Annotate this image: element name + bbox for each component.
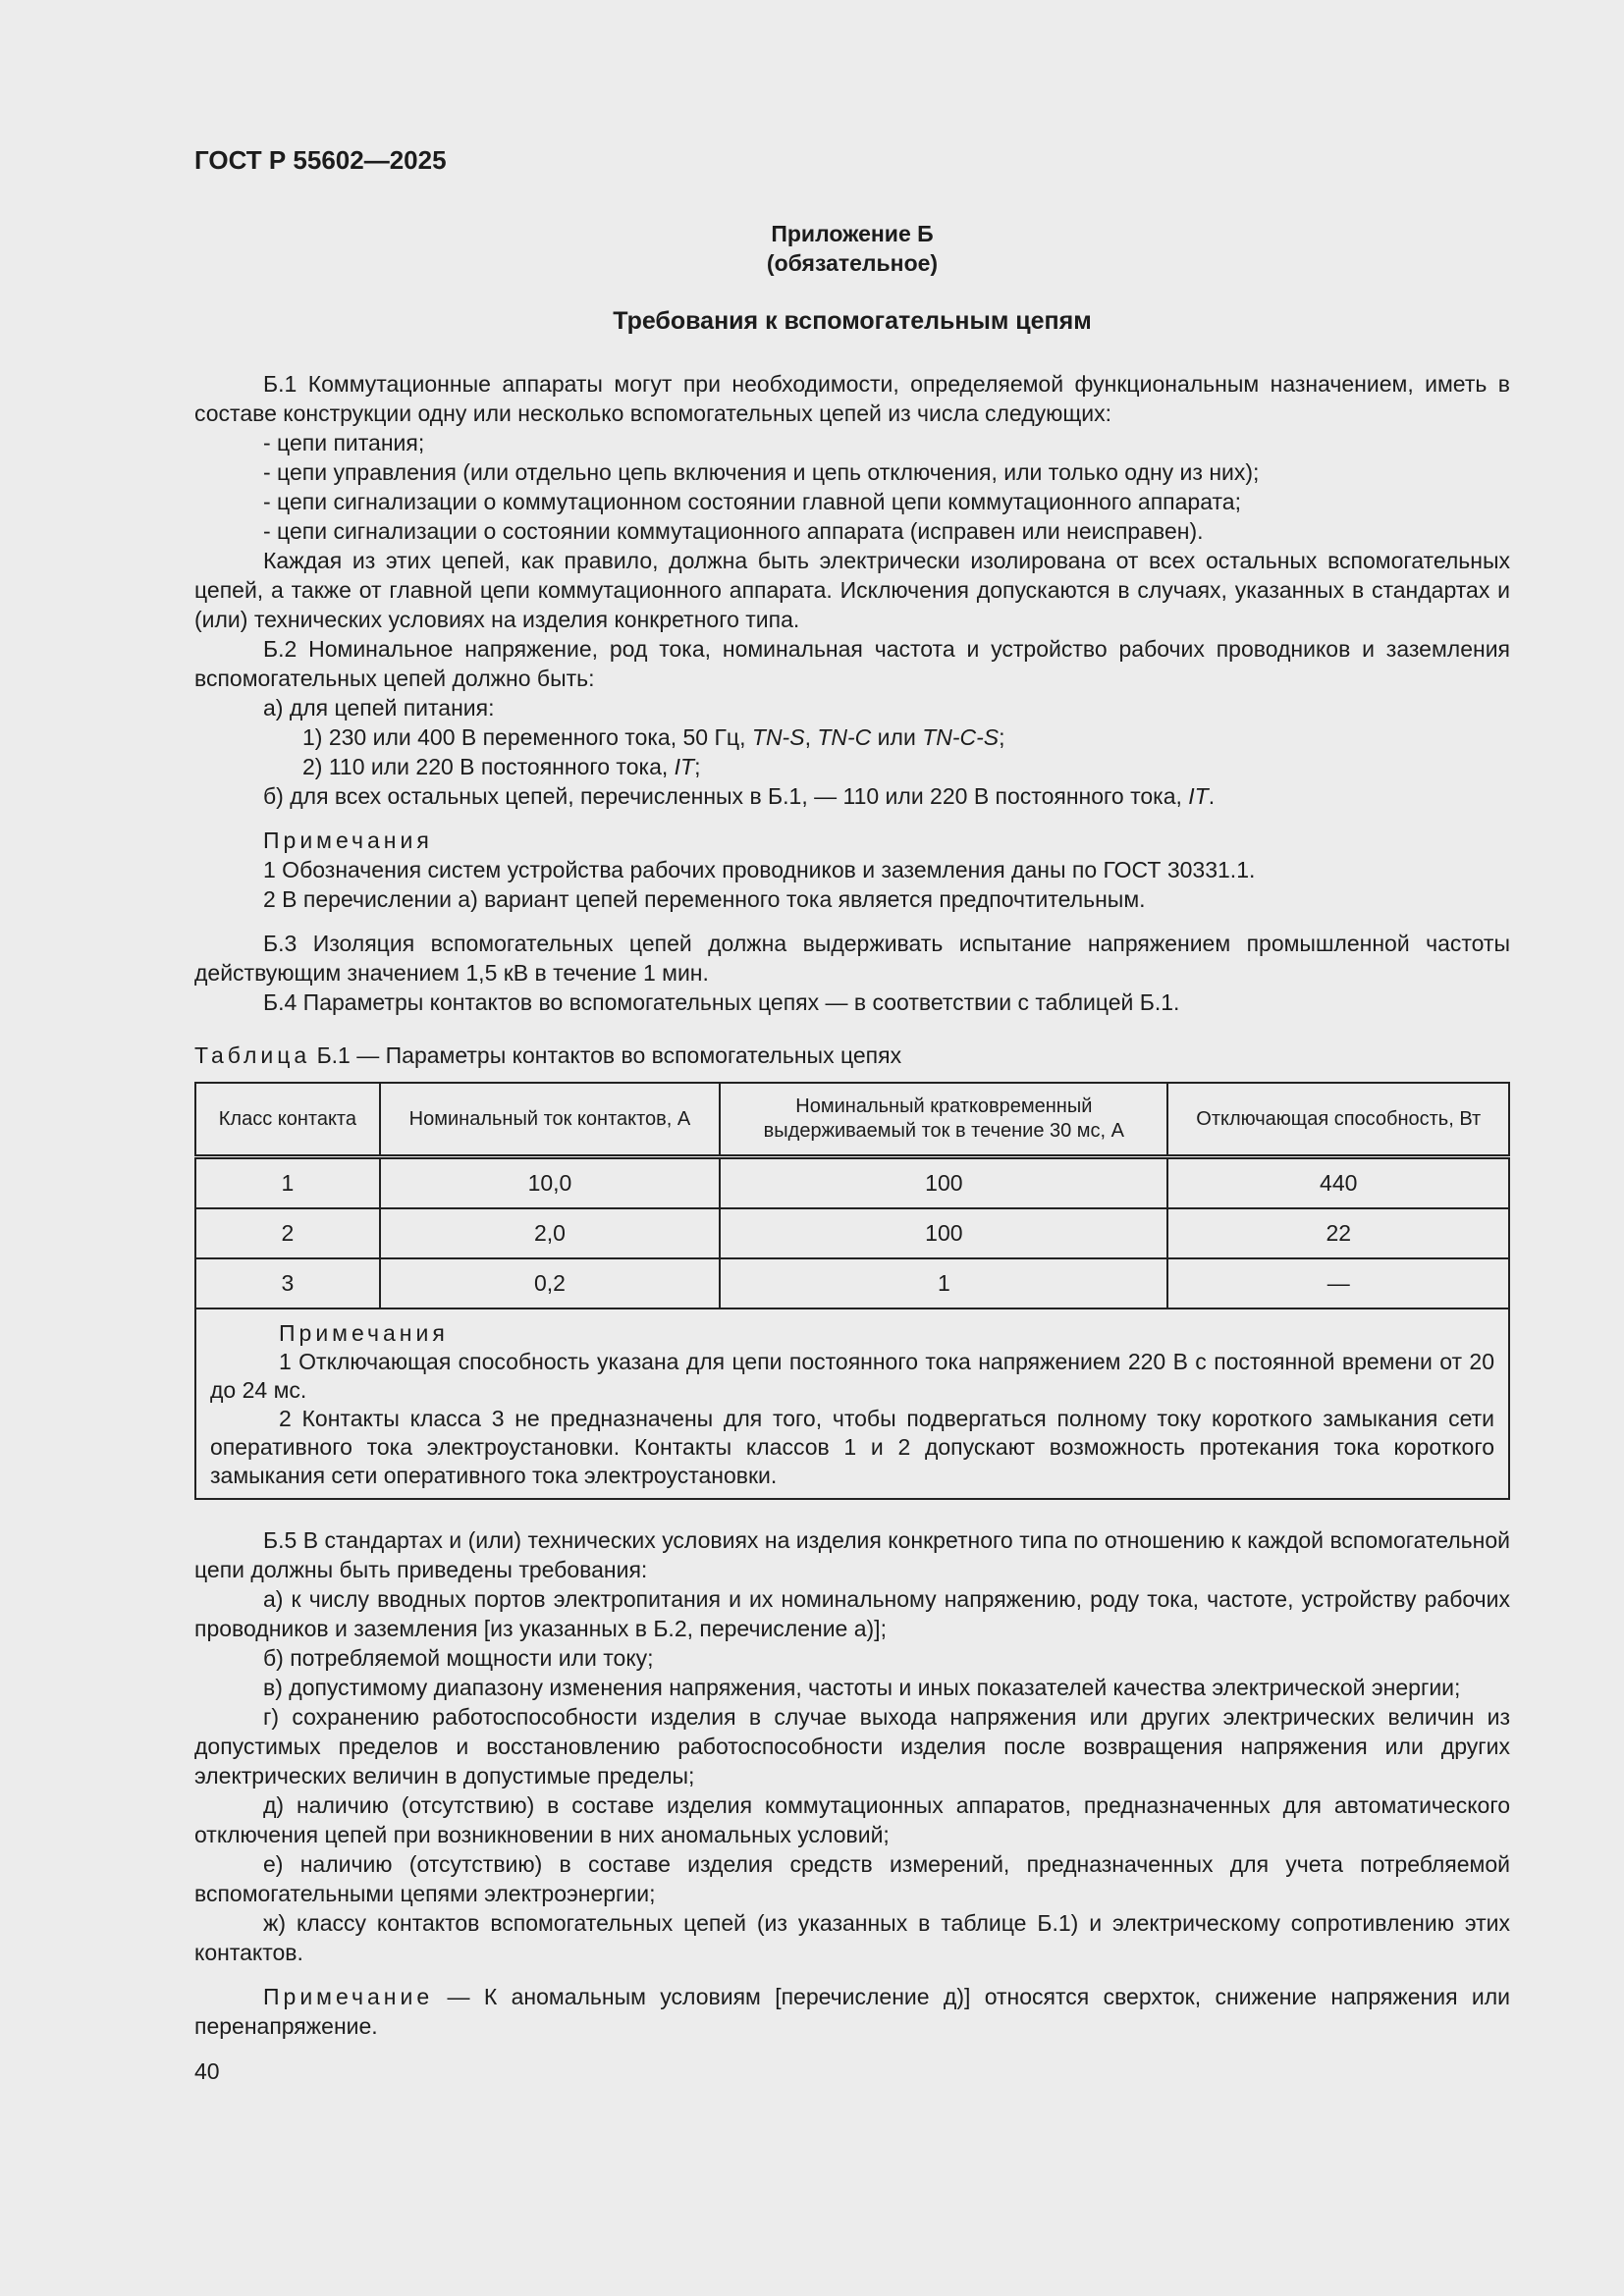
separator: ;: [999, 724, 1005, 750]
separator: ,: [804, 724, 818, 750]
earthing-system: TN-S: [751, 724, 805, 750]
table-cell: 2: [195, 1208, 380, 1258]
table-caption-label: Таблица: [194, 1042, 311, 1068]
separator: .: [1208, 783, 1216, 809]
table-row: [195, 1258, 1509, 1308]
note-item: 1 Отключающая способность указана для цепи постоянного тока напряжением 220 В с постоянной времени от 20 до 24 мс.: [210, 1349, 1494, 1403]
column-header: Номинальный ток контактов, А: [380, 1083, 720, 1157]
list-item: - цепи питания;: [263, 430, 425, 455]
document-id: ГОСТ Р 55602—2025: [194, 145, 447, 175]
final-note: [194, 1982, 1510, 2041]
clause-b2-item-a1: [194, 722, 1510, 752]
section-title: Требования к вспомогательным цепям: [613, 307, 1092, 335]
annex-title: Приложение Б: [771, 221, 934, 246]
list-item: - цепи сигнализации о состоянии коммутационного аппарата (исправен или неисправен).: [263, 518, 1204, 544]
table-cell: 1: [720, 1258, 1167, 1308]
table-cell: 0,2: [380, 1258, 720, 1308]
earthing-system: TN-C: [817, 724, 872, 750]
earthing-system: IT: [674, 754, 695, 779]
column-header: Отключающая способность, Вт: [1167, 1083, 1509, 1157]
notes-heading: Примечания: [279, 1320, 449, 1346]
table-cell: —: [1167, 1258, 1509, 1308]
table-cell: 2,0: [380, 1208, 720, 1258]
table-cell: 1: [195, 1157, 380, 1209]
clause-b2-intro: Б.2 Номинальное напряжение, род тока, номинальная частота и устройство рабочих проводников и заземления вспомогательных цепей должно быть:: [194, 636, 1510, 691]
separator: ;: [694, 754, 701, 779]
clause-b1-intro: Б.1 Коммутационные аппараты могут при необходимости, определяемой функциональным назначением, иметь в составе конструкции одну или несколько вспомогательных цепей из числа следующих:: [194, 371, 1510, 426]
final-note-label: Примечание: [263, 1984, 434, 2009]
table-cell: 100: [720, 1157, 1167, 1209]
table-cell: 10,0: [380, 1157, 720, 1209]
annex-status: (обязательное): [766, 250, 939, 276]
clause-b2-item-b: [194, 781, 1510, 811]
earthing-system: IT: [1188, 783, 1209, 809]
clause-b2-item-a2: [194, 752, 1510, 781]
list-item: б) потребляемой мощности или току;: [263, 1645, 654, 1671]
final-note-text: — К аномальным условиям [перечисление д)] относятся сверхток, снижение напряжения или перенапряжение.: [194, 1984, 1510, 2039]
table-notes: [195, 1308, 1509, 1499]
column-header: Класс контакта: [195, 1083, 380, 1157]
clause-b1-closing: Каждая из этих цепей, как правило, должна быть электрически изолирована от всех остальных вспомогательных цепей, а также от главной цепи коммутационного аппарата. Исключения допускаются в случаях, указанных в стандартах и (или) технических условиях на изделия конкретного типа.: [194, 548, 1510, 632]
column-header: Номинальный кратковременный выдерживаемый ток в течение 30 мс, А: [720, 1083, 1167, 1157]
document-page: [194, 145, 1510, 2085]
list-item: - цепи сигнализации о коммутационном состоянии главной цепи коммутационного аппарата;: [263, 489, 1241, 514]
separator: или: [871, 724, 923, 750]
clause-b2-item-a: а) для цепей питания:: [263, 695, 495, 721]
table-cell: 3: [195, 1258, 380, 1308]
clause-b5-intro: Б.5 В стандартах и (или) технических условиях на изделия конкретного типа по отношению к каждой вспомогательной цепи должны быть приведены требования:: [194, 1527, 1510, 1582]
note-item: 2 Контакты класса 3 не предназначены для того, чтобы подвергаться полному току короткого замыкания сети оперативного тока электроустановки. Контакты классов 1 и 2 допускают возможность протекания тока короткого замыкания сети оперативного тока электроустановки.: [210, 1406, 1494, 1488]
list-item: е) наличию (отсутствию) в составе изделия средств измерений, предназначенных для учета потребляемой вспомогательными цепями электроэнергии;: [194, 1851, 1510, 1906]
contacts-table: [194, 1082, 1510, 1500]
list-item: а) к числу вводных портов электропитания и их номинальному напряжению, роду тока, частоте, устройству рабочих проводников и заземления [из указанных в Б.2, перечисление а)];: [194, 1586, 1510, 1641]
list-item: ж) классу контактов вспомогательных цепей (из указанных в таблице Б.1) и электрическому сопротивлению этих контактов.: [194, 1910, 1510, 1965]
table-cell: 22: [1167, 1208, 1509, 1258]
clause-b3: Б.3 Изоляция вспомогательных цепей должна выдерживать испытание напряжением промышленной частоты действующим значением 1,5 кВ в течение 1 мин.: [194, 931, 1510, 986]
notes-heading: Примечания: [263, 828, 433, 853]
note-item: 2 В перечислении а) вариант цепей переменного тока является предпочтительным.: [263, 886, 1146, 912]
table-caption-text: Б.1 — Параметры контактов во вспомогательных цепях: [310, 1042, 902, 1068]
item-text: 2) 110 или 220 В постоянного тока,: [302, 754, 675, 779]
list-item: - цепи управления (или отдельно цепь включения и цепь отключения, или только одну из них);: [263, 459, 1260, 485]
table-cell: 440: [1167, 1157, 1509, 1209]
table-header-row: [195, 1083, 1509, 1157]
note-item: 1 Обозначения систем устройства рабочих проводников и заземления даны по ГОСТ 30331.1.: [263, 857, 1256, 882]
earthing-system: TN-C-S: [922, 724, 1000, 750]
item-text: б) для всех остальных цепей, перечисленных в Б.1, — 110 или 220 В постоянного тока,: [263, 783, 1189, 809]
table-caption: [194, 1041, 1510, 1070]
table-notes-row: [195, 1308, 1509, 1499]
item-text: 1) 230 или 400 В переменного тока, 50 Гц,: [302, 724, 752, 750]
page-number: 40: [194, 2058, 220, 2084]
table-row: [195, 1208, 1509, 1258]
table-cell: 100: [720, 1208, 1167, 1258]
clause-b4: Б.4 Параметры контактов во вспомогательных цепях — в соответствии с таблицей Б.1.: [263, 989, 1180, 1015]
list-item: в) допустимому диапазону изменения напряжения, частоты и иных показателей качества электрической энергии;: [263, 1675, 1461, 1700]
list-item: г) сохранению работоспособности изделия в случае выхода напряжения или других электрических величин из допустимых пределов и восстановлению работоспособности изделия после возвращения напряжения или других электрических величин в допустимые пределы;: [194, 1704, 1510, 1789]
list-item: д) наличию (отсутствию) в составе изделия коммутационных аппаратов, предназначенных для автоматического отключения цепей при возникновении в них аномальных условий;: [194, 1792, 1510, 1847]
table-row: [195, 1157, 1509, 1209]
